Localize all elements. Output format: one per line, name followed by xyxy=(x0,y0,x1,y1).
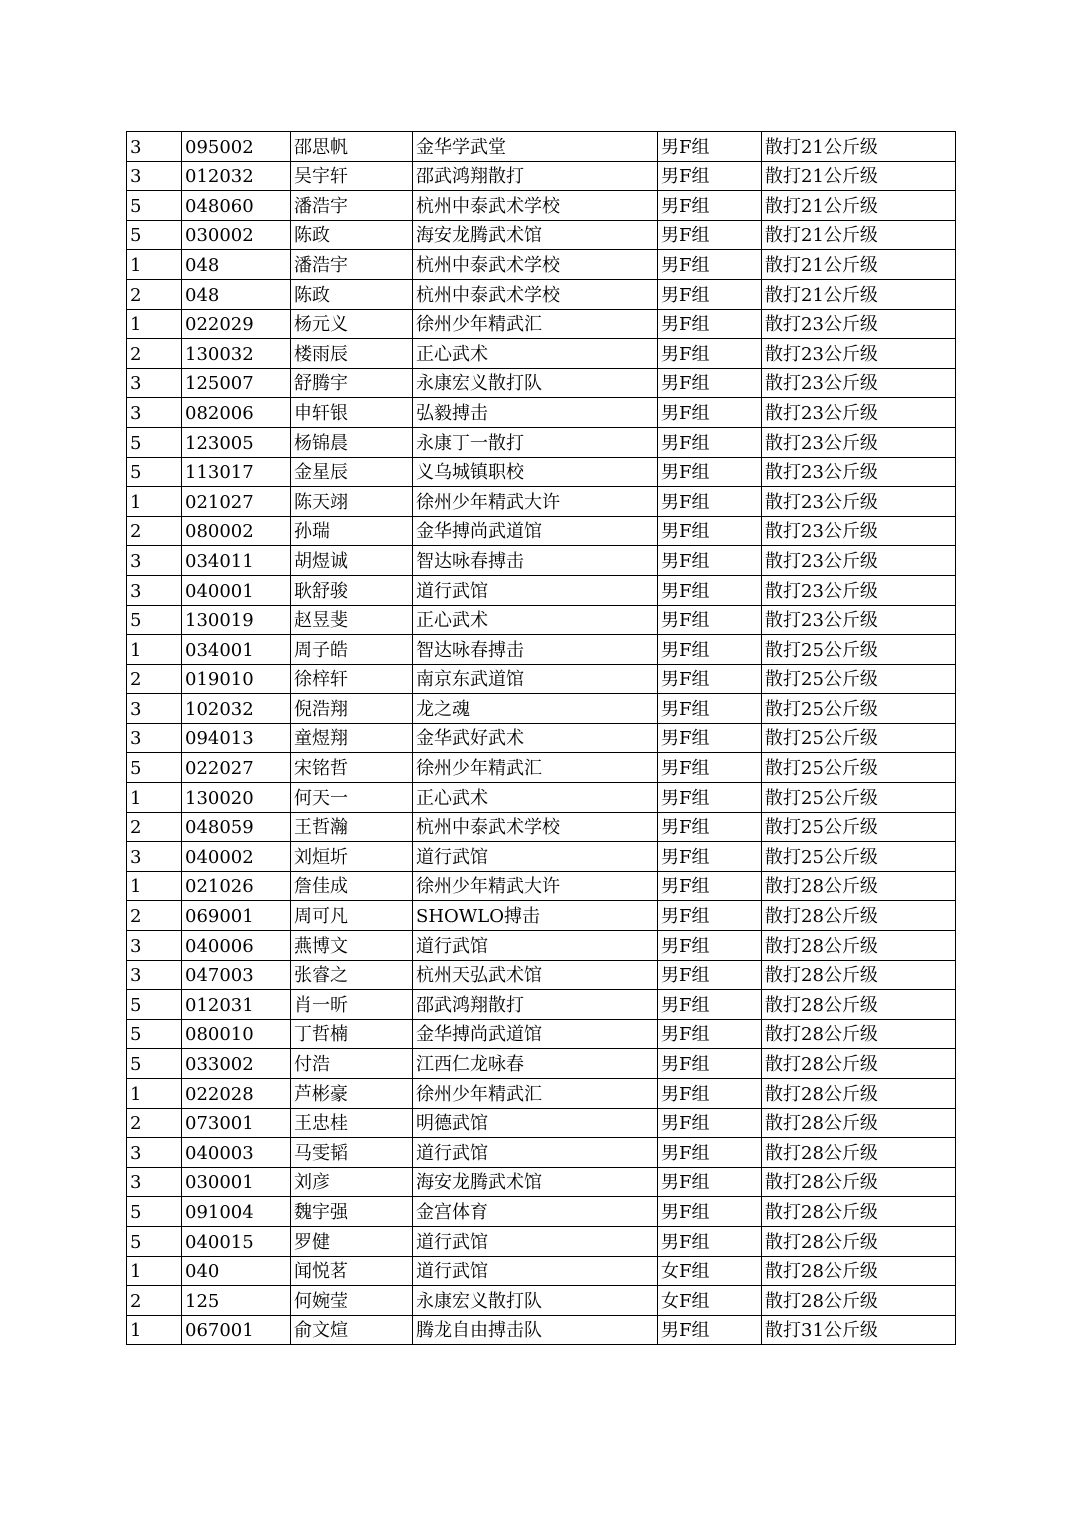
group-cell: 男F组 xyxy=(658,457,762,487)
athlete-name-cell: 詹佳成 xyxy=(291,871,413,901)
athlete-name-cell: 陈政 xyxy=(291,279,413,309)
rank-cell: 1 xyxy=(127,309,182,339)
club-cell: 杭州中泰武术学校 xyxy=(413,279,658,309)
rank-cell: 5 xyxy=(127,191,182,221)
rank-cell: 2 xyxy=(127,901,182,931)
group-cell: 男F组 xyxy=(658,1079,762,1109)
table-row xyxy=(127,339,956,369)
event-cell: 散打25公斤级 xyxy=(762,812,956,842)
athlete-name-cell: 闻悦茗 xyxy=(291,1256,413,1286)
group-cell: 男F组 xyxy=(658,339,762,369)
athlete-name-cell: 孙瑞 xyxy=(291,516,413,546)
group-cell: 男F组 xyxy=(658,191,762,221)
event-cell: 散打28公斤级 xyxy=(762,960,956,990)
club-cell: 徐州少年精武汇 xyxy=(413,753,658,783)
group-cell: 男F组 xyxy=(658,783,762,813)
athlete-id-cell: 021026 xyxy=(182,871,291,901)
athlete-id-cell: 080002 xyxy=(182,516,291,546)
athlete-id-cell: 030001 xyxy=(182,1167,291,1197)
athlete-name-cell: 芦彬豪 xyxy=(291,1079,413,1109)
athlete-name-cell: 赵昱斐 xyxy=(291,605,413,635)
athlete-id-cell: 091004 xyxy=(182,1197,291,1227)
rank-cell: 2 xyxy=(127,1286,182,1316)
club-cell: 江西仁龙咏春 xyxy=(413,1049,658,1079)
club-cell: 义乌城镇职校 xyxy=(413,457,658,487)
club-cell: 杭州中泰武术学校 xyxy=(413,812,658,842)
athlete-id-cell: 040001 xyxy=(182,575,291,605)
rank-cell: 5 xyxy=(127,427,182,457)
club-cell: SHOWLO搏击 xyxy=(413,901,658,931)
athlete-id-cell: 067001 xyxy=(182,1315,291,1345)
event-cell: 散打23公斤级 xyxy=(762,339,956,369)
event-cell: 散打23公斤级 xyxy=(762,605,956,635)
table-row xyxy=(127,161,956,191)
athlete-id-cell: 125 xyxy=(182,1286,291,1316)
athlete-name-cell: 张睿之 xyxy=(291,960,413,990)
event-cell: 散打28公斤级 xyxy=(762,871,956,901)
athlete-id-cell: 130020 xyxy=(182,783,291,813)
athlete-id-cell: 022027 xyxy=(182,753,291,783)
athlete-id-cell: 048 xyxy=(182,279,291,309)
group-cell: 男F组 xyxy=(658,871,762,901)
rank-cell: 1 xyxy=(127,1315,182,1345)
event-cell: 散打25公斤级 xyxy=(762,783,956,813)
rank-cell: 5 xyxy=(127,1049,182,1079)
event-cell: 散打25公斤级 xyxy=(762,694,956,724)
athlete-name-cell: 倪浩翔 xyxy=(291,694,413,724)
club-cell: 海安龙腾武术馆 xyxy=(413,220,658,250)
rank-cell: 3 xyxy=(127,398,182,428)
rank-cell: 5 xyxy=(127,1197,182,1227)
group-cell: 男F组 xyxy=(658,398,762,428)
club-cell: 道行武馆 xyxy=(413,842,658,872)
table-row xyxy=(127,1167,956,1197)
club-cell: 龙之魂 xyxy=(413,694,658,724)
group-cell: 男F组 xyxy=(658,842,762,872)
group-cell: 男F组 xyxy=(658,694,762,724)
athlete-name-cell: 陈政 xyxy=(291,220,413,250)
table-row xyxy=(127,871,956,901)
rank-cell: 1 xyxy=(127,1079,182,1109)
athlete-name-cell: 邵思帆 xyxy=(291,132,413,162)
athlete-name-cell: 罗健 xyxy=(291,1226,413,1256)
club-cell: 徐州少年精武大许 xyxy=(413,871,658,901)
athlete-name-cell: 王哲瀚 xyxy=(291,812,413,842)
event-cell: 散打23公斤级 xyxy=(762,398,956,428)
group-cell: 男F组 xyxy=(658,664,762,694)
event-cell: 散打21公斤级 xyxy=(762,250,956,280)
club-cell: 徐州少年精武大许 xyxy=(413,487,658,517)
group-cell: 男F组 xyxy=(658,546,762,576)
rank-cell: 5 xyxy=(127,1019,182,1049)
table-row xyxy=(127,635,956,665)
table-row xyxy=(127,575,956,605)
table-row xyxy=(127,812,956,842)
rank-cell: 3 xyxy=(127,161,182,191)
event-cell: 散打23公斤级 xyxy=(762,368,956,398)
table-row xyxy=(127,1138,956,1168)
athlete-id-cell: 034011 xyxy=(182,546,291,576)
table-row xyxy=(127,694,956,724)
table-row xyxy=(127,1019,956,1049)
athlete-id-cell: 130032 xyxy=(182,339,291,369)
group-cell: 男F组 xyxy=(658,901,762,931)
event-cell: 散打25公斤级 xyxy=(762,753,956,783)
rank-cell: 1 xyxy=(127,1256,182,1286)
rank-cell: 3 xyxy=(127,960,182,990)
rank-cell: 3 xyxy=(127,132,182,162)
athlete-name-cell: 杨元义 xyxy=(291,309,413,339)
club-cell: 正心武术 xyxy=(413,783,658,813)
rank-cell: 2 xyxy=(127,1108,182,1138)
rank-cell: 3 xyxy=(127,546,182,576)
athlete-id-cell: 022029 xyxy=(182,309,291,339)
athlete-id-cell: 012031 xyxy=(182,990,291,1020)
athlete-name-cell: 何天一 xyxy=(291,783,413,813)
club-cell: 道行武馆 xyxy=(413,1256,658,1286)
athlete-id-cell: 034001 xyxy=(182,635,291,665)
event-cell: 散打28公斤级 xyxy=(762,1256,956,1286)
table-row xyxy=(127,990,956,1020)
rank-cell: 5 xyxy=(127,753,182,783)
group-cell: 男F组 xyxy=(658,605,762,635)
athlete-name-cell: 吴宇轩 xyxy=(291,161,413,191)
table-row xyxy=(127,783,956,813)
event-cell: 散打28公斤级 xyxy=(762,931,956,961)
club-cell: 腾龙自由搏击队 xyxy=(413,1315,658,1345)
group-cell: 男F组 xyxy=(658,990,762,1020)
group-cell: 男F组 xyxy=(658,487,762,517)
group-cell: 男F组 xyxy=(658,427,762,457)
group-cell: 男F组 xyxy=(658,1138,762,1168)
rank-cell: 2 xyxy=(127,279,182,309)
group-cell: 男F组 xyxy=(658,161,762,191)
group-cell: 男F组 xyxy=(658,1315,762,1345)
athlete-name-cell: 金星辰 xyxy=(291,457,413,487)
event-cell: 散打25公斤级 xyxy=(762,842,956,872)
group-cell: 男F组 xyxy=(658,309,762,339)
club-cell: 明德武馆 xyxy=(413,1108,658,1138)
event-cell: 散打28公斤级 xyxy=(762,1049,956,1079)
athlete-id-cell: 130019 xyxy=(182,605,291,635)
athlete-name-cell: 丁哲楠 xyxy=(291,1019,413,1049)
table-row xyxy=(127,901,956,931)
athlete-name-cell: 胡煜诚 xyxy=(291,546,413,576)
rank-cell: 3 xyxy=(127,575,182,605)
event-cell: 散打28公斤级 xyxy=(762,1019,956,1049)
event-cell: 散打28公斤级 xyxy=(762,1167,956,1197)
event-cell: 散打28公斤级 xyxy=(762,1286,956,1316)
table-row xyxy=(127,1079,956,1109)
athlete-name-cell: 王忠桂 xyxy=(291,1108,413,1138)
rank-cell: 3 xyxy=(127,723,182,753)
table-row xyxy=(127,546,956,576)
athlete-id-cell: 021027 xyxy=(182,487,291,517)
club-cell: 弘毅搏击 xyxy=(413,398,658,428)
group-cell: 男F组 xyxy=(658,753,762,783)
group-cell: 男F组 xyxy=(658,1019,762,1049)
rank-cell: 3 xyxy=(127,931,182,961)
event-cell: 散打28公斤级 xyxy=(762,1138,956,1168)
athlete-name-cell: 宋铭哲 xyxy=(291,753,413,783)
rank-cell: 1 xyxy=(127,487,182,517)
group-cell: 男F组 xyxy=(658,812,762,842)
event-cell: 散打25公斤级 xyxy=(762,723,956,753)
club-cell: 正心武术 xyxy=(413,339,658,369)
group-cell: 男F组 xyxy=(658,132,762,162)
rank-cell: 1 xyxy=(127,871,182,901)
table-row xyxy=(127,191,956,221)
group-cell: 男F组 xyxy=(658,1108,762,1138)
athlete-name-cell: 周可凡 xyxy=(291,901,413,931)
athlete-id-cell: 125007 xyxy=(182,368,291,398)
table-row xyxy=(127,723,956,753)
club-cell: 邵武鸿翔散打 xyxy=(413,161,658,191)
table-row xyxy=(127,487,956,517)
event-cell: 散打23公斤级 xyxy=(762,575,956,605)
group-cell: 男F组 xyxy=(658,931,762,961)
athlete-name-cell: 潘浩宇 xyxy=(291,250,413,280)
athlete-name-cell: 杨锦晨 xyxy=(291,427,413,457)
event-cell: 散打21公斤级 xyxy=(762,220,956,250)
table-row xyxy=(127,664,956,694)
group-cell: 男F组 xyxy=(658,1226,762,1256)
event-cell: 散打28公斤级 xyxy=(762,1079,956,1109)
club-cell: 邵武鸿翔散打 xyxy=(413,990,658,1020)
table-row xyxy=(127,279,956,309)
rank-cell: 2 xyxy=(127,812,182,842)
athlete-id-cell: 012032 xyxy=(182,161,291,191)
rank-cell: 5 xyxy=(127,1226,182,1256)
event-cell: 散打28公斤级 xyxy=(762,1226,956,1256)
results-body xyxy=(127,132,956,1345)
athlete-id-cell: 033002 xyxy=(182,1049,291,1079)
athlete-id-cell: 040002 xyxy=(182,842,291,872)
athlete-name-cell: 周子皓 xyxy=(291,635,413,665)
club-cell: 南京东武道馆 xyxy=(413,664,658,694)
rank-cell: 2 xyxy=(127,339,182,369)
event-cell: 散打28公斤级 xyxy=(762,990,956,1020)
event-cell: 散打23公斤级 xyxy=(762,487,956,517)
club-cell: 杭州中泰武术学校 xyxy=(413,250,658,280)
event-cell: 散打23公斤级 xyxy=(762,516,956,546)
rank-cell: 5 xyxy=(127,990,182,1020)
group-cell: 男F组 xyxy=(658,368,762,398)
athlete-name-cell: 耿舒骏 xyxy=(291,575,413,605)
club-cell: 金华武好武术 xyxy=(413,723,658,753)
athlete-name-cell: 魏宇强 xyxy=(291,1197,413,1227)
club-cell: 永康宏义散打队 xyxy=(413,368,658,398)
athlete-id-cell: 048060 xyxy=(182,191,291,221)
athlete-name-cell: 刘烜圻 xyxy=(291,842,413,872)
athlete-id-cell: 047003 xyxy=(182,960,291,990)
rank-cell: 1 xyxy=(127,783,182,813)
table-row xyxy=(127,960,956,990)
rank-cell: 5 xyxy=(127,220,182,250)
rank-cell: 5 xyxy=(127,457,182,487)
athlete-id-cell: 102032 xyxy=(182,694,291,724)
athlete-name-cell: 燕博文 xyxy=(291,931,413,961)
group-cell: 男F组 xyxy=(658,575,762,605)
athlete-id-cell: 069001 xyxy=(182,901,291,931)
club-cell: 正心武术 xyxy=(413,605,658,635)
table-row xyxy=(127,1315,956,1345)
table-row xyxy=(127,250,956,280)
club-cell: 智达咏春搏击 xyxy=(413,546,658,576)
results-table xyxy=(126,131,956,1345)
athlete-name-cell: 潘浩宇 xyxy=(291,191,413,221)
club-cell: 杭州中泰武术学校 xyxy=(413,191,658,221)
rank-cell: 3 xyxy=(127,368,182,398)
athlete-name-cell: 付浩 xyxy=(291,1049,413,1079)
athlete-id-cell: 048059 xyxy=(182,812,291,842)
group-cell: 男F组 xyxy=(658,1167,762,1197)
athlete-id-cell: 019010 xyxy=(182,664,291,694)
group-cell: 男F组 xyxy=(658,723,762,753)
athlete-name-cell: 童煜翔 xyxy=(291,723,413,753)
table-row xyxy=(127,398,956,428)
event-cell: 散打21公斤级 xyxy=(762,161,956,191)
table-row xyxy=(127,1256,956,1286)
athlete-name-cell: 申轩银 xyxy=(291,398,413,428)
table-row xyxy=(127,516,956,546)
club-cell: 金宫体育 xyxy=(413,1197,658,1227)
athlete-id-cell: 040003 xyxy=(182,1138,291,1168)
event-cell: 散打21公斤级 xyxy=(762,132,956,162)
table-row xyxy=(127,1286,956,1316)
athlete-name-cell: 徐梓轩 xyxy=(291,664,413,694)
club-cell: 金华学武堂 xyxy=(413,132,658,162)
table-row xyxy=(127,457,956,487)
club-cell: 道行武馆 xyxy=(413,1226,658,1256)
club-cell: 道行武馆 xyxy=(413,575,658,605)
club-cell: 智达咏春搏击 xyxy=(413,635,658,665)
athlete-name-cell: 楼雨辰 xyxy=(291,339,413,369)
table-row xyxy=(127,605,956,635)
athlete-name-cell: 俞文煊 xyxy=(291,1315,413,1345)
table-row xyxy=(127,1049,956,1079)
event-cell: 散打23公斤级 xyxy=(762,546,956,576)
group-cell: 男F组 xyxy=(658,1197,762,1227)
rank-cell: 3 xyxy=(127,1138,182,1168)
club-cell: 永康丁一散打 xyxy=(413,427,658,457)
athlete-id-cell: 040006 xyxy=(182,931,291,961)
table-row xyxy=(127,132,956,162)
group-cell: 男F组 xyxy=(658,635,762,665)
athlete-id-cell: 094013 xyxy=(182,723,291,753)
table-row xyxy=(127,931,956,961)
athlete-name-cell: 肖一昕 xyxy=(291,990,413,1020)
event-cell: 散打25公斤级 xyxy=(762,664,956,694)
rank-cell: 5 xyxy=(127,605,182,635)
rank-cell: 1 xyxy=(127,250,182,280)
table-row xyxy=(127,1197,956,1227)
athlete-id-cell: 113017 xyxy=(182,457,291,487)
group-cell: 男F组 xyxy=(658,960,762,990)
table-row xyxy=(127,427,956,457)
event-cell: 散打23公斤级 xyxy=(762,457,956,487)
athlete-name-cell: 舒腾宇 xyxy=(291,368,413,398)
athlete-id-cell: 048 xyxy=(182,250,291,280)
club-cell: 金华搏尚武道馆 xyxy=(413,516,658,546)
club-cell: 徐州少年精武汇 xyxy=(413,1079,658,1109)
event-cell: 散打31公斤级 xyxy=(762,1315,956,1345)
athlete-id-cell: 030002 xyxy=(182,220,291,250)
athlete-name-cell: 陈天翊 xyxy=(291,487,413,517)
group-cell: 男F组 xyxy=(658,279,762,309)
club-cell: 海安龙腾武术馆 xyxy=(413,1167,658,1197)
event-cell: 散打28公斤级 xyxy=(762,1197,956,1227)
athlete-id-cell: 082006 xyxy=(182,398,291,428)
rank-cell: 3 xyxy=(127,1167,182,1197)
event-cell: 散打21公斤级 xyxy=(762,191,956,221)
table-row xyxy=(127,220,956,250)
group-cell: 男F组 xyxy=(658,1049,762,1079)
table-row xyxy=(127,368,956,398)
club-cell: 徐州少年精武汇 xyxy=(413,309,658,339)
event-cell: 散打23公斤级 xyxy=(762,309,956,339)
table-row xyxy=(127,309,956,339)
club-cell: 杭州天弘武术馆 xyxy=(413,960,658,990)
rank-cell: 2 xyxy=(127,516,182,546)
athlete-id-cell: 080010 xyxy=(182,1019,291,1049)
event-cell: 散打28公斤级 xyxy=(762,1108,956,1138)
athlete-id-cell: 040 xyxy=(182,1256,291,1286)
event-cell: 散打28公斤级 xyxy=(762,901,956,931)
table-row xyxy=(127,1108,956,1138)
athlete-id-cell: 022028 xyxy=(182,1079,291,1109)
rank-cell: 3 xyxy=(127,842,182,872)
event-cell: 散打21公斤级 xyxy=(762,279,956,309)
athlete-name-cell: 何婉莹 xyxy=(291,1286,413,1316)
athlete-id-cell: 040015 xyxy=(182,1226,291,1256)
athlete-id-cell: 073001 xyxy=(182,1108,291,1138)
event-cell: 散打25公斤级 xyxy=(762,635,956,665)
group-cell: 女F组 xyxy=(658,1256,762,1286)
rank-cell: 3 xyxy=(127,694,182,724)
table-row xyxy=(127,1226,956,1256)
rank-cell: 1 xyxy=(127,635,182,665)
athlete-name-cell: 马雯韬 xyxy=(291,1138,413,1168)
group-cell: 男F组 xyxy=(658,516,762,546)
club-cell: 永康宏义散打队 xyxy=(413,1286,658,1316)
group-cell: 男F组 xyxy=(658,250,762,280)
group-cell: 女F组 xyxy=(658,1286,762,1316)
club-cell: 金华搏尚武道馆 xyxy=(413,1019,658,1049)
table-row xyxy=(127,842,956,872)
athlete-id-cell: 123005 xyxy=(182,427,291,457)
rank-cell: 2 xyxy=(127,664,182,694)
athlete-id-cell: 095002 xyxy=(182,132,291,162)
athlete-name-cell: 刘彦 xyxy=(291,1167,413,1197)
group-cell: 男F组 xyxy=(658,220,762,250)
club-cell: 道行武馆 xyxy=(413,931,658,961)
table-row xyxy=(127,753,956,783)
event-cell: 散打23公斤级 xyxy=(762,427,956,457)
club-cell: 道行武馆 xyxy=(413,1138,658,1168)
